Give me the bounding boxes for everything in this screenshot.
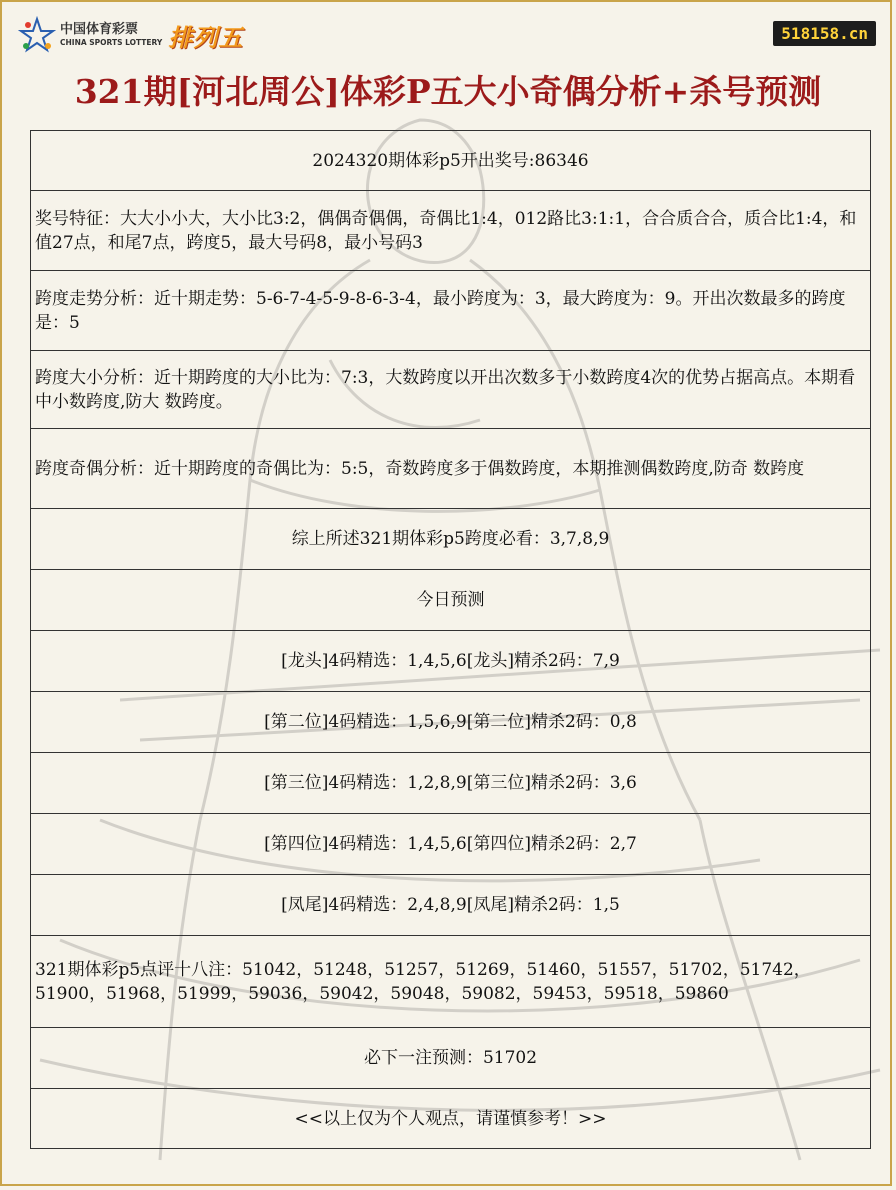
logo-game-name: 排列五 — [168, 23, 244, 52]
page-title: 321期[河北周公]体彩P五大小奇偶分析+杀号预测 — [74, 72, 822, 111]
table-cell: 跨度走势分析：近十期走势：5-6-7-4-5-9-8-6-3-4，最小跨度为：3，最大跨度为：9。开出次数最多的跨度是：5 — [31, 271, 871, 351]
table-row-span-trend — [31, 271, 871, 351]
table-row-eighteen-picks — [31, 936, 871, 1028]
table-cell: 今日预测 — [31, 570, 871, 631]
site-badge[interactable]: 518158.cn — [773, 21, 876, 46]
table-row-position-1 — [31, 631, 871, 692]
logo-cn: 中国体育彩票 — [60, 22, 139, 38]
table-cell: [第三位]4码精选：1,2,8,9[第三位]精杀2码：3,6 — [31, 753, 871, 814]
table-row-position-2 — [31, 692, 871, 753]
table-cell: 必下一注预测：51702 — [31, 1028, 871, 1089]
table-cell: [龙头]4码精选：1,4,5,6[龙头]精杀2码：7,9 — [31, 631, 871, 692]
table-cell: 2024320期体彩p5开出奖号:86346 — [31, 131, 871, 191]
logo-en: CHINA SPORTS LOTTERY — [60, 38, 163, 48]
table-row-span-summary — [31, 509, 871, 570]
china-sports-lottery-logo[interactable] — [18, 16, 243, 54]
table-row-position-4 — [31, 814, 871, 875]
table-row-today-forecast — [31, 570, 871, 631]
analysis-table — [30, 130, 871, 1149]
table-cell: 综上所述321期体彩p5跨度必看：3,7,8,9 — [31, 509, 871, 570]
table-cell: 跨度奇偶分析：近十期跨度的奇偶比为：5:5，奇数跨度多于偶数跨度，本期推测偶数跨度,防奇 数跨度 — [31, 429, 871, 509]
table-cell: <<以上仅为个人观点，请谨慎参考！>> — [31, 1089, 871, 1149]
table-row-position-3 — [31, 753, 871, 814]
table-row-draw-result — [31, 131, 871, 191]
table-row-must-pick — [31, 1028, 871, 1089]
table-row-number-features — [31, 191, 871, 271]
table-cell: [凤尾]4码精选：2,4,8,9[凤尾]精杀2码：1,5 — [31, 875, 871, 936]
table-cell: 跨度大小分析：近十期跨度的大小比为：7:3，大数跨度以开出次数多于小数跨度4次的优势占据高点。本期看中小数跨度,防大 数跨度。 — [31, 351, 871, 429]
lottery-star-icon — [18, 16, 56, 54]
table-row-span-parity — [31, 429, 871, 509]
table-row-span-size — [31, 351, 871, 429]
table-cell: 奖号特征：大大小小大，大小比3:2，偶偶奇偶偶，奇偶比1:4，012路比3:1:1，合合质合合，质合比1:4，和值27点，和尾7点，跨度5，最大号码8，最小号码3 — [31, 191, 871, 271]
table-cell: [第二位]4码精选：1,5,6,9[第二位]精杀2码：0,8 — [31, 692, 871, 753]
logo-text — [60, 23, 162, 47]
table-row-position-5 — [31, 875, 871, 936]
table-cell: [第四位]4码精选：1,4,5,6[第四位]精杀2码：2,7 — [31, 814, 871, 875]
header — [0, 0, 896, 62]
table-cell: 321期体彩p5点评十八注：51042，51248，51257，51269，51460，51557，51702，51742，51900，51968，51999，59036，59042，59048，59082，59453，59518，59860 — [31, 936, 871, 1028]
table-row-disclaimer — [31, 1089, 871, 1149]
